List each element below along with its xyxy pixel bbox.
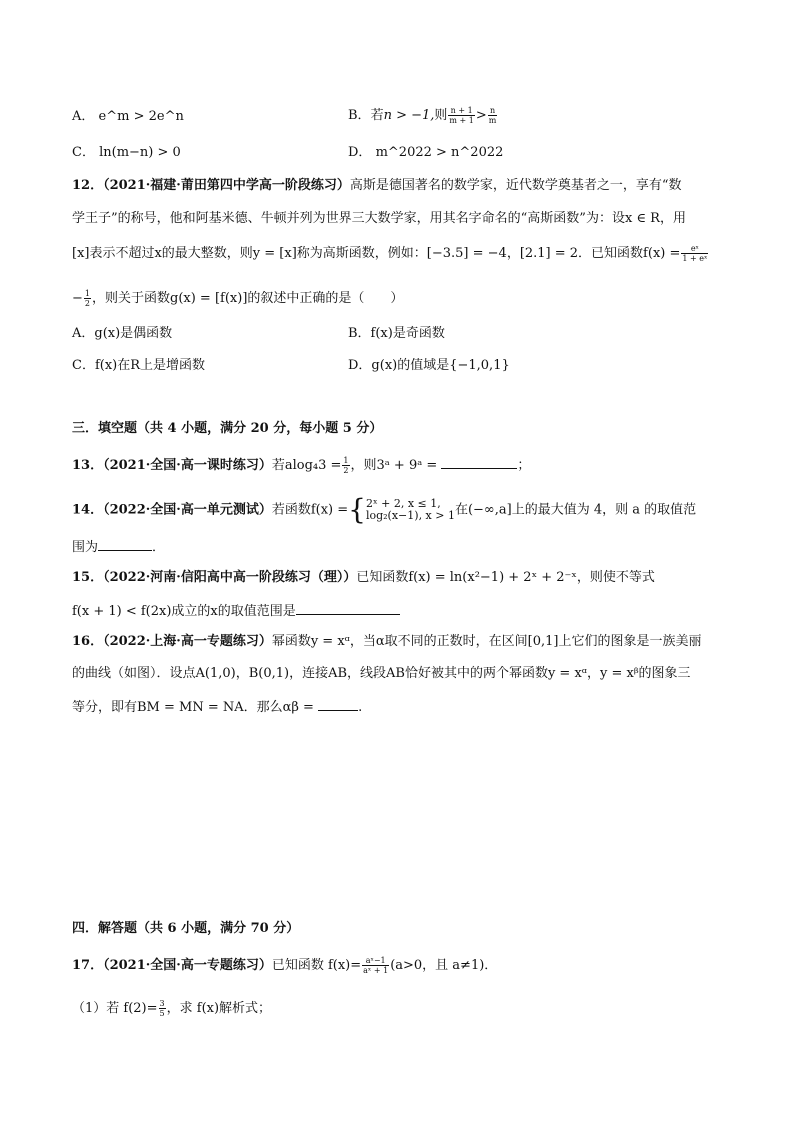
fraction: $\frac{1}{2}$ [84,289,90,308]
piecewise: 2ˣ + 2, x ≤ 1, log₂(x−1), x > 1 [365,497,455,522]
answer-blank[interactable] [296,601,400,615]
option-expr: m^2022 > n^2022 [375,145,504,160]
section-4-heading: 四．解答题（共 6 小题，满分 70 分） [72,921,300,936]
fraction: $\frac{n}{m}$ [488,106,497,125]
brace: { [348,493,366,526]
q16-line-3 [72,697,362,717]
option-label: B． [348,108,371,123]
question-number: 17． [72,958,104,973]
question-source: （2021·全国·高一课时练习） [103,458,272,473]
answer-blank[interactable] [318,697,358,711]
option-label: C． [72,145,95,160]
question-text: (a>0，且 a≠1)． [390,958,498,973]
answer-blank[interactable] [98,537,152,551]
q14-line-1 [72,493,697,526]
question-number: 13． [72,458,104,473]
q11-option-b [348,106,498,125]
q12-line-2: 学王子”的称号，他和阿基米德、牛顿并列为世界三大数学家，用其名字命名的“高斯函数”为：设x ∈ R，用 [72,211,686,226]
q12-line-3 [72,244,709,263]
question-text: ，则关于函数g(x) = [f(x)]的叙述中正确的是（ ） [92,291,404,306]
answer-blank[interactable] [441,455,517,469]
question-text: 围为 [72,540,99,555]
fraction: $\frac{\text{eˣ}}{\text{1 + eˣ}}$ [682,244,708,263]
option-expr: > [475,108,487,123]
question-text: 等分，即有BM = MN = NA．那么αβ = [72,700,314,715]
q17-line-1 [72,956,497,975]
question-number: 14． [72,502,104,518]
option-text: 若 [370,108,384,123]
q12-line-1 [72,177,681,195]
option-label: D． [348,145,372,160]
fraction: $\frac{3}{5}$ [159,999,165,1018]
question-text: ，求 f(x)解析式； [166,1001,272,1016]
question-text: ； [517,458,531,473]
q12-line-4 [72,289,403,308]
question-text: [x]表示不超过x的最大整数，则y = [x]称为高斯函数，例如：[−3.5] = −4，[2.1] = 2．已知函数f(x) = [72,246,681,261]
option-expr: n > −1, [383,108,435,123]
question-number: 12． [72,178,104,193]
q12-option-a: A．g(x)是偶函数 [72,326,173,341]
question-text: ，则3ᵃ + 9ᵃ = [350,458,438,473]
q12-option-c: C．f(x)在R上是增函数 [72,358,206,373]
question-text: 高斯是德国著名的数学家，近代数学奠基者之一，享有“数 [349,178,682,193]
q11-option-a [72,108,184,126]
question-source: （2021·全国·高一专题练习） [103,958,272,973]
q11-option-d [348,144,503,162]
option-label: A． [72,109,95,124]
question-text: 幂函数y = xᵅ，当α取不同的正数时，在区间[0,1]上它们的图象是一族美丽 [271,634,702,649]
question-text: f(x + 1) < f(2x)成立的x的取值范围是 [72,604,296,619]
q16-line-1 [72,633,701,651]
question-text: 已知函数 f(x)= [271,958,362,973]
question-source: （2021·福建·莆田第四中学高一阶段练习） [103,178,350,193]
question-number: 16． [72,634,104,649]
q16-line-2: 的曲线（如图）．设点A(1,0)，B(0,1)，连接AB，线段AB恰好被其中的两个幂函数y = xᵅ，y = xᵝ的图象三 [72,666,691,681]
question-text: ． [152,540,166,555]
q12-option-b: B．f(x)是奇函数 [348,326,445,341]
q14-line-2 [72,537,165,557]
q13 [72,455,530,475]
q15-line-1 [72,569,655,587]
question-source: （2022·河南·信阳高中高一阶段练习（理）） [103,570,357,585]
section-3-heading: 三．填空题（共 4 小题，满分 20 分，每小题 5 分） [72,421,383,436]
question-text: − [72,291,83,306]
q15-line-2 [72,601,400,621]
q11-option-c [72,144,181,162]
option-expr: e^m > 2e^n [98,109,184,124]
question-number: 15． [72,570,104,585]
question-text: 在(−∞,a]上的最大值为 4，则 a 的取值范 [454,502,697,518]
question-text: . [358,700,363,715]
fraction: $\frac{1}{2}$ [343,456,349,475]
question-text: 若alog₄3 = [271,458,342,473]
question-source: （2022·全国·高一单元测试） [103,502,272,518]
option-text: 则 [434,108,448,123]
option-expr: ln(m−n) > 0 [99,145,181,160]
q12-option-d: D．g(x)的值域是{−1,0,1} [348,358,510,373]
question-text: 已知函数f(x) = ln(x²−1) + 2ˣ + 2⁻ˣ，则使不等式 [356,570,655,585]
fraction: $\frac{n + 1}{m + 1}$ [449,106,474,125]
question-source: （2022·上海·高一专题练习） [103,634,272,649]
question-text: （1）若 f(2)= [72,1001,158,1016]
fraction: $\frac{\text{aˣ−1}}{\text{aˣ + 1}}$ [363,956,389,975]
question-text: 若函数f(x) = [271,502,349,518]
q17-part-1 [72,999,271,1018]
